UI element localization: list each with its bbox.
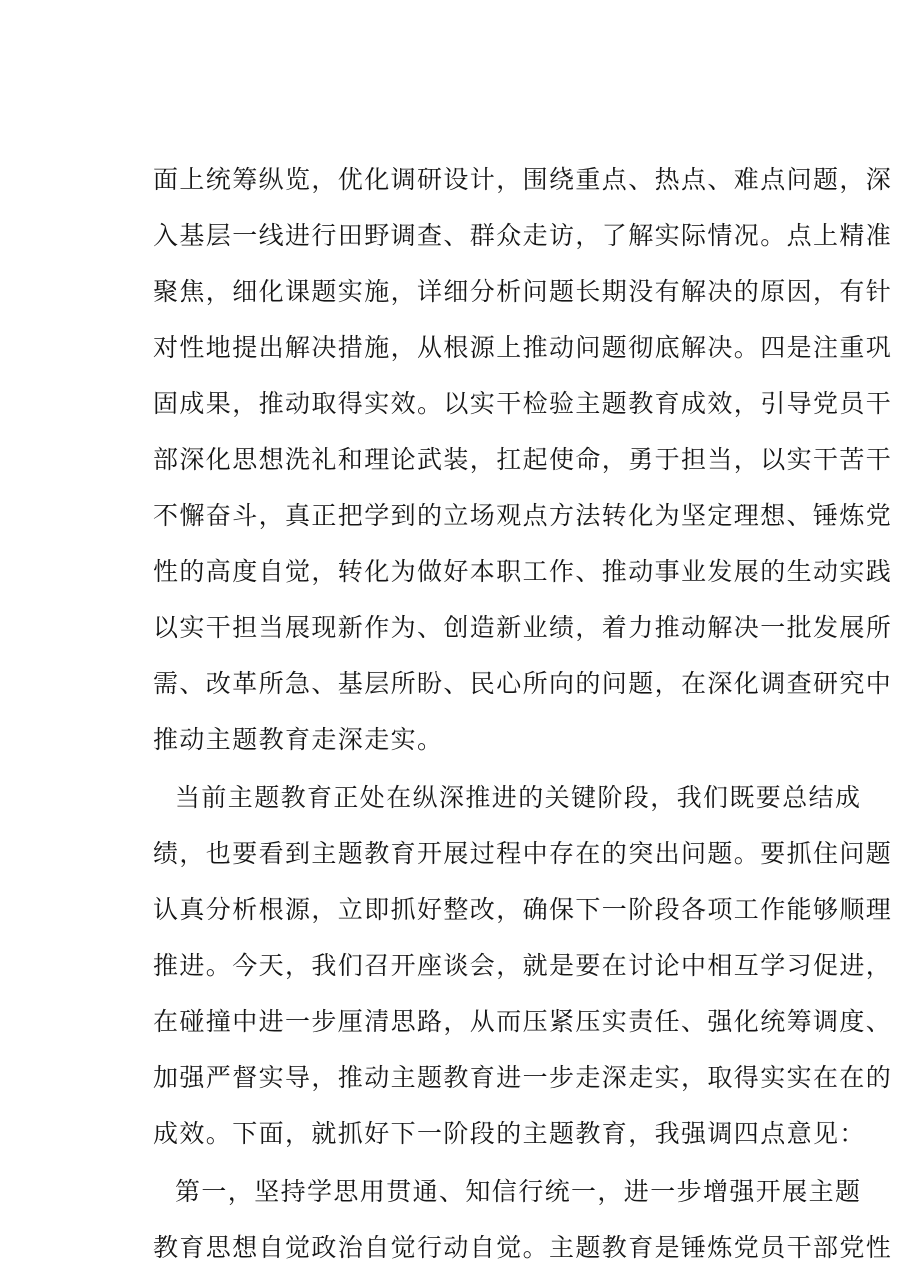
text-line: 面上统筹纵览，优化调研设计，围绕重点、热点、难点问题，深 xyxy=(153,165,893,194)
paragraph-first-line: 当前主题教育正处在纵深推进的关键阶段，我们既要总结成 xyxy=(175,783,862,812)
text-line: 推进。今天，我们召开座谈会，就是要在讨论中相互学习促进， xyxy=(153,951,893,980)
paragraph-first-line: 第一，坚持学思用贯通、知信行统一，进一步增强开展主题 xyxy=(175,1177,862,1206)
text-line: 入基层一线进行田野调查、群众走访，了解实际情况。点上精准 xyxy=(153,221,893,250)
text-line: 部深化思想洗礼和理论武装，扛起使命，勇于担当，以实干苦干 xyxy=(153,445,893,474)
text-line: 以实干担当展现新作为、创造新业绩，着力推动解决一批发展所 xyxy=(153,613,893,642)
text-line: 聚焦，细化课题实施，详细分析问题长期没有解决的原因，有针 xyxy=(153,277,893,306)
text-line: 不懈奋斗，真正把学到的立场观点方法转化为坚定理想、锤炼党 xyxy=(153,501,893,530)
text-line: 绩，也要看到主题教育开展过程中存在的突出问题。要抓住问题 xyxy=(153,839,893,868)
text-line: 成效。下面，就抓好下一阶段的主题教育，我强调四点意见： xyxy=(153,1119,866,1148)
text-line: 在碰撞中进一步厘清思路，从而压紧压实责任、强化统筹调度、 xyxy=(153,1007,893,1036)
text-line: 对性地提出解决措施，从根源上推动问题彻底解决。四是注重巩 xyxy=(153,333,893,362)
text-line: 需、改革所急、基层所盼、民心所向的问题，在深化调查研究中 xyxy=(153,669,893,698)
text-line: 教育思想自觉政治自觉行动自觉。主题教育是锤炼党员干部党性 xyxy=(153,1233,893,1262)
text-line: 加强严督实导，推动主题教育进一步走深走实，取得实实在在的 xyxy=(153,1063,893,1092)
text-line: 固成果，推动取得实效。以实干检验主题教育成效，引导党员干 xyxy=(153,389,893,418)
text-line: 推动主题教育走深走实。 xyxy=(153,725,444,754)
text-line: 认真分析根源，立即抓好整改，确保下一阶段各项工作能够顺理 xyxy=(153,895,893,924)
text-line: 性的高度自觉，转化为做好本职工作、推动事业发展的生动实践 xyxy=(153,557,893,586)
